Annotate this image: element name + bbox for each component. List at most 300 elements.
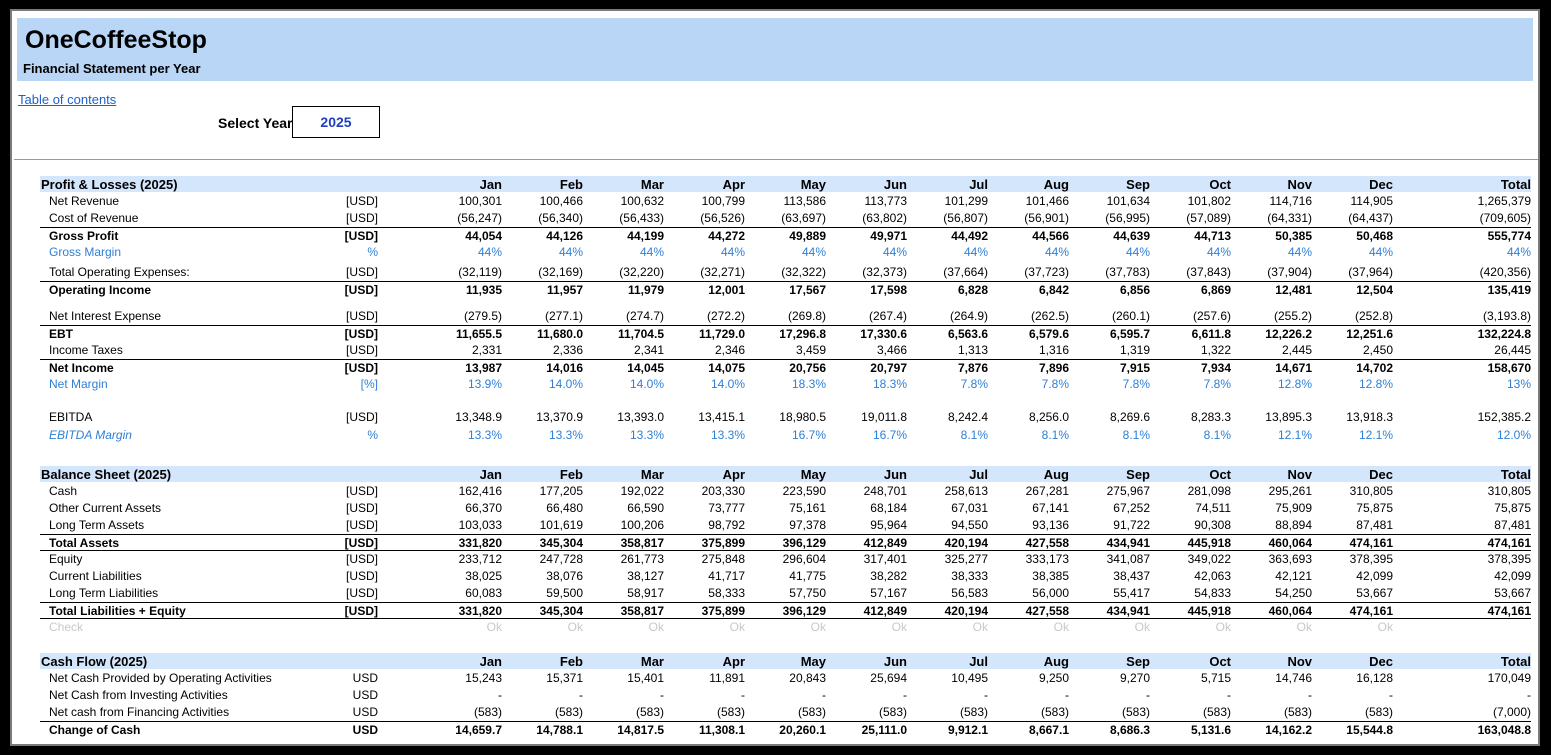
table-cell[interactable]: 100,301 xyxy=(458,194,502,208)
table-cell[interactable]: 396,129 xyxy=(782,536,826,550)
table-cell[interactable]: 87,481 xyxy=(1356,518,1393,532)
table-cell[interactable]: 44% xyxy=(801,245,826,259)
table-cell[interactable]: 8,686.3 xyxy=(1109,723,1150,737)
table-cell[interactable]: 378,395 xyxy=(1487,552,1531,566)
table-cell[interactable]: 1,265,379 xyxy=(1477,194,1531,208)
table-cell[interactable]: (37,904) xyxy=(1267,265,1312,279)
table-cell[interactable]: 7,896 xyxy=(1038,361,1069,375)
table-cell[interactable]: 267,281 xyxy=(1025,484,1069,498)
table-cell[interactable]: 44,199 xyxy=(627,229,664,243)
table-cell[interactable]: 41,717 xyxy=(708,569,745,583)
table-cell[interactable]: 152,385.2 xyxy=(1477,410,1531,424)
table-cell[interactable]: 44,492 xyxy=(951,229,988,243)
table-cell[interactable]: - xyxy=(903,688,907,702)
table-cell[interactable]: 1,322 xyxy=(1200,343,1231,357)
table-cell[interactable]: (56,340) xyxy=(538,211,583,225)
table-cell[interactable]: 14,016 xyxy=(546,361,583,375)
table-cell[interactable]: 275,967 xyxy=(1106,484,1150,498)
table-cell[interactable]: 66,480 xyxy=(546,501,583,515)
table-cell[interactable]: 100,466 xyxy=(539,194,583,208)
table-cell[interactable]: 38,127 xyxy=(627,569,664,583)
table-cell[interactable]: 5,715 xyxy=(1200,671,1231,685)
table-cell[interactable]: 44% xyxy=(1206,245,1231,259)
table-cell[interactable]: 54,250 xyxy=(1275,586,1312,600)
table-cell[interactable]: (583) xyxy=(635,705,664,719)
table-cell[interactable]: 7.8% xyxy=(1041,377,1069,391)
table-cell[interactable]: 44,713 xyxy=(1194,229,1231,243)
table-cell[interactable]: 474,161 xyxy=(1487,536,1531,550)
table-cell[interactable]: 17,567 xyxy=(789,283,826,297)
table-cell[interactable]: 44% xyxy=(1287,245,1312,259)
table-cell[interactable]: Ok xyxy=(1377,620,1393,634)
table-cell[interactable]: 233,712 xyxy=(458,552,502,566)
table-cell[interactable]: 445,918 xyxy=(1187,536,1231,550)
table-cell[interactable]: 14,746 xyxy=(1275,671,1312,685)
table-cell[interactable]: 341,087 xyxy=(1106,552,1150,566)
table-cell[interactable]: 20,756 xyxy=(789,361,826,375)
table-cell[interactable]: 75,161 xyxy=(789,501,826,515)
table-cell[interactable]: 49,971 xyxy=(870,229,907,243)
table-cell[interactable]: Ok xyxy=(810,620,826,634)
table-cell[interactable]: 74,511 xyxy=(1195,501,1231,515)
table-cell[interactable]: 12.8% xyxy=(1358,377,1393,391)
table-cell[interactable]: 20,843 xyxy=(789,671,826,685)
table-cell[interactable]: 8,667.1 xyxy=(1028,723,1069,737)
table-cell[interactable]: 18.3% xyxy=(872,377,907,391)
table-cell[interactable]: (32,220) xyxy=(619,265,664,279)
table-cell[interactable]: - xyxy=(660,688,664,702)
table-cell[interactable]: 412,849 xyxy=(863,536,907,550)
table-cell[interactable]: 6,828 xyxy=(957,283,988,297)
table-cell[interactable]: (37,723) xyxy=(1024,265,1069,279)
table-cell[interactable]: (32,322) xyxy=(781,265,826,279)
table-cell[interactable]: 14.0% xyxy=(710,377,745,391)
table-cell[interactable]: (279.5) xyxy=(463,309,502,323)
table-cell[interactable]: 7,876 xyxy=(957,361,988,375)
table-cell[interactable]: 8,283.3 xyxy=(1190,410,1231,424)
table-cell[interactable]: 87,481 xyxy=(1494,518,1531,532)
table-cell[interactable]: 12.1% xyxy=(1277,428,1312,442)
table-cell[interactable]: 44% xyxy=(1368,245,1393,259)
table-cell[interactable]: 7.8% xyxy=(1203,377,1231,391)
table-cell[interactable]: 20,260.1 xyxy=(779,723,826,737)
table-cell[interactable]: 60,083 xyxy=(465,586,502,600)
table-cell[interactable]: 16.7% xyxy=(791,428,826,442)
table-cell[interactable]: 2,331 xyxy=(471,343,502,357)
table-cell[interactable]: 67,031 xyxy=(951,501,988,515)
table-cell[interactable]: 261,773 xyxy=(620,552,664,566)
table-cell[interactable]: 14,671 xyxy=(1275,361,1312,375)
table-cell[interactable]: 13.3% xyxy=(629,428,664,442)
table-cell[interactable]: (56,433) xyxy=(619,211,664,225)
table-cell[interactable]: 44% xyxy=(1044,245,1069,259)
table-cell[interactable]: 396,129 xyxy=(782,604,826,618)
table-cell[interactable]: 58,333 xyxy=(708,586,745,600)
table-cell[interactable]: 94,550 xyxy=(951,518,988,532)
table-cell[interactable]: 6,856 xyxy=(1119,283,1150,297)
table-cell[interactable]: 57,750 xyxy=(789,586,826,600)
table-cell[interactable]: 7.8% xyxy=(960,377,988,391)
table-cell[interactable]: 11,729.0 xyxy=(698,327,745,341)
table-cell[interactable]: 275,848 xyxy=(701,552,745,566)
table-cell[interactable]: 12,504 xyxy=(1356,283,1393,297)
table-cell[interactable]: 13.3% xyxy=(467,428,502,442)
table-cell[interactable]: Ok xyxy=(648,620,664,634)
table-cell[interactable]: 44,054 xyxy=(465,229,502,243)
table-cell[interactable]: 66,590 xyxy=(627,501,664,515)
table-cell[interactable]: 100,206 xyxy=(620,518,664,532)
table-cell[interactable]: (56,995) xyxy=(1105,211,1150,225)
table-cell[interactable]: (583) xyxy=(1040,705,1069,719)
table-cell[interactable]: - xyxy=(984,688,988,702)
table-cell[interactable]: 10,495 xyxy=(951,671,988,685)
table-cell[interactable]: 8,242.4 xyxy=(947,410,988,424)
table-cell[interactable]: 295,261 xyxy=(1268,484,1312,498)
table-cell[interactable]: (277.1) xyxy=(544,309,583,323)
table-cell[interactable]: (257.6) xyxy=(1192,309,1231,323)
table-cell[interactable]: 2,346 xyxy=(714,343,745,357)
table-cell[interactable]: 14,702 xyxy=(1356,361,1393,375)
table-cell[interactable]: (583) xyxy=(959,705,988,719)
table-cell[interactable]: (583) xyxy=(716,705,745,719)
table-cell[interactable]: 88,894 xyxy=(1275,518,1312,532)
table-cell[interactable]: 420,194 xyxy=(944,604,988,618)
table-cell[interactable]: 1,316 xyxy=(1038,343,1069,357)
table-cell[interactable]: 38,282 xyxy=(870,569,907,583)
table-cell[interactable]: 358,817 xyxy=(620,604,664,618)
table-cell[interactable]: 101,619 xyxy=(539,518,583,532)
table-cell[interactable]: (267.4) xyxy=(868,309,907,323)
table-cell[interactable]: 19,011.8 xyxy=(861,410,907,424)
table-cell[interactable]: 101,634 xyxy=(1106,194,1150,208)
table-cell[interactable]: 44% xyxy=(963,245,988,259)
table-cell[interactable]: 170,049 xyxy=(1487,671,1531,685)
table-cell[interactable]: 14,817.5 xyxy=(617,723,664,737)
table-cell[interactable]: (63,802) xyxy=(862,211,907,225)
table-cell[interactable]: (583) xyxy=(1121,705,1150,719)
table-cell[interactable]: 474,161 xyxy=(1349,604,1393,618)
table-cell[interactable]: 101,802 xyxy=(1187,194,1231,208)
table-cell[interactable]: 44% xyxy=(558,245,583,259)
table-cell[interactable]: 13,370.9 xyxy=(536,410,583,424)
table-cell[interactable]: 14,788.1 xyxy=(536,723,583,737)
table-cell[interactable]: Ok xyxy=(1215,620,1231,634)
table-cell[interactable]: 38,076 xyxy=(546,569,583,583)
table-cell[interactable]: 158,670 xyxy=(1487,361,1531,375)
table-cell[interactable]: 75,909 xyxy=(1275,501,1312,515)
table-cell[interactable]: 13,918.3 xyxy=(1346,410,1393,424)
table-cell[interactable]: 11,308.1 xyxy=(698,723,745,737)
table-cell[interactable]: 11,655.5 xyxy=(455,327,502,341)
table-cell[interactable]: 13% xyxy=(1506,377,1531,391)
table-cell[interactable]: 17,330.6 xyxy=(860,327,907,341)
table-cell[interactable]: 97,378 xyxy=(789,518,826,532)
table-cell[interactable]: 6,611.8 xyxy=(1191,327,1231,341)
table-cell[interactable]: 2,450 xyxy=(1362,343,1393,357)
table-cell[interactable]: 6,842 xyxy=(1038,283,1069,297)
table-cell[interactable]: 162,416 xyxy=(458,484,502,498)
table-cell[interactable]: 68,184 xyxy=(870,501,907,515)
table-cell[interactable]: (64,437) xyxy=(1348,211,1393,225)
table-cell[interactable]: 7,934 xyxy=(1200,361,1231,375)
table-cell[interactable]: 13,895.3 xyxy=(1265,410,1312,424)
table-cell[interactable]: 135,419 xyxy=(1487,283,1531,297)
table-cell[interactable]: 474,161 xyxy=(1349,536,1393,550)
table-cell[interactable]: 16.7% xyxy=(872,428,907,442)
table-cell[interactable]: 42,063 xyxy=(1194,569,1231,583)
table-cell[interactable]: Ok xyxy=(1296,620,1312,634)
table-cell[interactable]: 5,131.6 xyxy=(1190,723,1231,737)
table-cell[interactable]: 59,500 xyxy=(546,586,583,600)
table-cell[interactable]: (37,783) xyxy=(1105,265,1150,279)
table-cell[interactable]: 310,805 xyxy=(1349,484,1393,498)
table-cell[interactable]: 349,022 xyxy=(1187,552,1231,566)
table-cell[interactable]: 11,704.5 xyxy=(617,327,664,341)
table-cell[interactable]: 1,319 xyxy=(1119,343,1150,357)
table-cell[interactable]: 98,792 xyxy=(708,518,745,532)
table-cell[interactable]: Ok xyxy=(486,620,502,634)
table-cell[interactable]: Ok xyxy=(972,620,988,634)
table-cell[interactable]: 14,075 xyxy=(708,361,745,375)
table-cell[interactable]: 56,000 xyxy=(1032,586,1069,600)
table-cell[interactable]: 66,370 xyxy=(465,501,502,515)
table-cell[interactable]: 93,136 xyxy=(1032,518,1069,532)
table-cell[interactable]: 132,224.8 xyxy=(1477,327,1531,341)
table-cell[interactable]: (56,247) xyxy=(457,211,502,225)
table-cell[interactable]: 44% xyxy=(477,245,502,259)
table-cell[interactable]: 13,415.1 xyxy=(698,410,745,424)
table-cell[interactable]: (255.2) xyxy=(1273,309,1312,323)
table-cell[interactable]: 114,716 xyxy=(1269,194,1312,208)
table-cell[interactable]: 54,833 xyxy=(1194,586,1231,600)
table-cell[interactable]: - xyxy=(1389,688,1393,702)
table-cell[interactable]: 555,774 xyxy=(1487,229,1531,243)
table-cell[interactable]: 7.8% xyxy=(1122,377,1150,391)
table-cell[interactable]: 12,481 xyxy=(1275,283,1312,297)
table-cell[interactable]: 333,173 xyxy=(1025,552,1069,566)
table-cell[interactable]: (260.1) xyxy=(1111,309,1150,323)
table-cell[interactable]: 58,917 xyxy=(627,586,664,600)
table-cell[interactable]: 310,805 xyxy=(1487,484,1531,498)
table-cell[interactable]: (274.7) xyxy=(625,309,664,323)
table-cell[interactable]: 331,820 xyxy=(458,604,502,618)
table-cell[interactable]: 100,799 xyxy=(701,194,745,208)
table-cell[interactable]: 67,141 xyxy=(1032,501,1069,515)
table-cell[interactable]: 91,722 xyxy=(1113,518,1150,532)
table-cell[interactable]: (420,356) xyxy=(1479,265,1531,279)
table-cell[interactable]: 8,256.0 xyxy=(1028,410,1069,424)
table-cell[interactable]: 296,604 xyxy=(782,552,826,566)
table-cell[interactable]: 248,701 xyxy=(863,484,907,498)
table-cell[interactable]: 12.0% xyxy=(1496,428,1531,442)
table-cell[interactable]: 50,468 xyxy=(1356,229,1393,243)
table-cell[interactable]: 100,632 xyxy=(620,194,664,208)
table-cell[interactable]: 101,299 xyxy=(944,194,988,208)
table-cell[interactable]: 2,445 xyxy=(1281,343,1312,357)
table-cell[interactable]: 16,128 xyxy=(1356,671,1393,685)
table-cell[interactable]: 44,126 xyxy=(546,229,583,243)
table-cell[interactable]: 44% xyxy=(1125,245,1150,259)
table-cell[interactable]: 12.1% xyxy=(1358,428,1393,442)
table-cell[interactable]: - xyxy=(1308,688,1312,702)
table-cell[interactable]: (583) xyxy=(1202,705,1231,719)
table-cell[interactable]: 420,194 xyxy=(944,536,988,550)
table-cell[interactable]: - xyxy=(579,688,583,702)
table-cell[interactable]: 427,558 xyxy=(1025,604,1069,618)
table-cell[interactable]: 12,251.6 xyxy=(1346,327,1393,341)
table-cell[interactable]: 15,243 xyxy=(465,671,502,685)
table-cell[interactable]: 11,680.0 xyxy=(536,327,583,341)
table-cell[interactable]: (37,664) xyxy=(943,265,988,279)
table-cell[interactable]: 2,336 xyxy=(552,343,583,357)
table-cell[interactable]: 6,595.7 xyxy=(1109,327,1150,341)
table-cell[interactable]: 44% xyxy=(720,245,745,259)
table-cell[interactable]: 325,277 xyxy=(944,552,988,566)
table-cell[interactable]: 6,869 xyxy=(1200,283,1231,297)
table-cell[interactable]: 42,121 xyxy=(1275,569,1312,583)
table-cell[interactable]: 13.3% xyxy=(710,428,745,442)
table-cell[interactable]: 331,820 xyxy=(458,536,502,550)
table-cell[interactable]: 203,330 xyxy=(701,484,745,498)
table-cell[interactable]: 44% xyxy=(1506,245,1531,259)
table-cell[interactable]: 55,417 xyxy=(1113,586,1150,600)
table-cell[interactable]: 427,558 xyxy=(1025,536,1069,550)
table-cell[interactable]: 25,694 xyxy=(870,671,907,685)
table-cell[interactable]: - xyxy=(1146,688,1150,702)
table-cell[interactable]: 9,270 xyxy=(1119,671,1150,685)
table-cell[interactable]: 15,544.8 xyxy=(1346,723,1393,737)
table-cell[interactable]: (583) xyxy=(554,705,583,719)
table-cell[interactable]: 345,304 xyxy=(539,604,583,618)
table-cell[interactable]: (37,964) xyxy=(1348,265,1393,279)
table-cell[interactable]: 13,348.9 xyxy=(455,410,502,424)
table-cell[interactable]: 14,045 xyxy=(627,361,664,375)
table-cell[interactable]: Ok xyxy=(729,620,745,634)
table-cell[interactable]: (3,193.8) xyxy=(1482,309,1531,323)
table-cell[interactable]: Ok xyxy=(1053,620,1069,634)
table-cell[interactable]: 474,161 xyxy=(1487,604,1531,618)
table-cell[interactable]: 9,250 xyxy=(1038,671,1069,685)
table-cell[interactable]: 6,579.6 xyxy=(1028,327,1069,341)
table-cell[interactable]: 258,613 xyxy=(944,484,988,498)
table-cell[interactable]: 20,797 xyxy=(870,361,907,375)
table-cell[interactable]: 38,025 xyxy=(465,569,502,583)
table-cell[interactable]: 14.0% xyxy=(629,377,664,391)
table-cell[interactable]: 53,667 xyxy=(1356,586,1393,600)
table-cell[interactable]: Ok xyxy=(567,620,583,634)
table-cell[interactable]: 345,304 xyxy=(539,536,583,550)
table-cell[interactable]: 14,659.7 xyxy=(455,723,502,737)
table-cell[interactable]: 8.1% xyxy=(960,428,988,442)
table-cell[interactable]: 101,466 xyxy=(1025,194,1069,208)
table-cell[interactable]: 8.1% xyxy=(1122,428,1150,442)
table-cell[interactable]: 53,667 xyxy=(1494,586,1531,600)
table-cell[interactable]: 13.9% xyxy=(467,377,502,391)
table-cell[interactable]: (583) xyxy=(1283,705,1312,719)
table-cell[interactable]: (56,901) xyxy=(1024,211,1069,225)
table-cell[interactable]: 103,033 xyxy=(458,518,502,532)
table-cell[interactable]: 13.3% xyxy=(548,428,583,442)
table-cell[interactable]: (262.5) xyxy=(1030,309,1069,323)
table-cell[interactable]: 113,773 xyxy=(864,194,907,208)
table-cell[interactable]: 434,941 xyxy=(1106,536,1150,550)
table-cell[interactable]: 14.0% xyxy=(548,377,583,391)
table-cell[interactable]: 17,296.8 xyxy=(779,327,826,341)
table-cell[interactable]: 378,395 xyxy=(1349,552,1393,566)
table-cell[interactable]: 41,775 xyxy=(789,569,826,583)
table-cell[interactable]: (56,807) xyxy=(943,211,988,225)
table-cell[interactable]: 363,693 xyxy=(1268,552,1312,566)
table-cell[interactable]: 15,371 xyxy=(546,671,583,685)
table-cell[interactable]: (7,000) xyxy=(1492,705,1531,719)
table-cell[interactable]: (252.8) xyxy=(1354,309,1393,323)
table-cell[interactable]: (37,843) xyxy=(1186,265,1231,279)
table-cell[interactable]: (63,697) xyxy=(781,211,826,225)
table-cell[interactable]: 57,167 xyxy=(870,586,907,600)
table-cell[interactable]: 56,583 xyxy=(951,586,988,600)
table-cell[interactable]: 18,980.5 xyxy=(779,410,826,424)
table-cell[interactable]: 44% xyxy=(639,245,664,259)
table-cell[interactable]: 38,333 xyxy=(951,569,988,583)
table-cell[interactable]: 247,728 xyxy=(539,552,583,566)
table-cell[interactable]: 26,445 xyxy=(1494,343,1531,357)
year-select-cell[interactable]: 2025 xyxy=(292,106,380,138)
table-cell[interactable]: 44,639 xyxy=(1113,229,1150,243)
table-cell[interactable]: 42,099 xyxy=(1356,569,1393,583)
table-cell[interactable]: 445,918 xyxy=(1187,604,1231,618)
table-cell[interactable]: 2,341 xyxy=(633,343,664,357)
table-cell[interactable]: 25,111.0 xyxy=(861,723,907,737)
table-cell[interactable]: 11,891 xyxy=(709,671,745,685)
table-cell[interactable]: (583) xyxy=(1364,705,1393,719)
table-cell[interactable]: 44% xyxy=(882,245,907,259)
table-cell[interactable]: 1,313 xyxy=(957,343,988,357)
table-cell[interactable]: 6,563.6 xyxy=(947,327,988,341)
table-cell[interactable]: - xyxy=(1065,688,1069,702)
table-cell[interactable]: 75,875 xyxy=(1494,501,1531,515)
table-cell[interactable]: 113,586 xyxy=(783,194,826,208)
table-cell[interactable]: 223,590 xyxy=(782,484,826,498)
table-cell[interactable]: 412,849 xyxy=(863,604,907,618)
table-cell[interactable]: - xyxy=(822,688,826,702)
table-cell[interactable]: 11,957 xyxy=(546,283,583,297)
table-cell[interactable]: 460,064 xyxy=(1268,536,1312,550)
table-cell[interactable]: - xyxy=(498,688,502,702)
table-cell[interactable]: 13,987 xyxy=(465,361,502,375)
table-cell[interactable]: 12,001 xyxy=(708,283,745,297)
table-cell[interactable]: 11,979 xyxy=(627,283,664,297)
table-cell[interactable]: 49,889 xyxy=(789,229,826,243)
table-cell[interactable]: 17,598 xyxy=(870,283,907,297)
table-cell[interactable]: (57,089) xyxy=(1186,211,1231,225)
table-cell[interactable]: 163,048.8 xyxy=(1477,723,1531,737)
table-cell[interactable]: 15,401 xyxy=(627,671,664,685)
table-cell[interactable]: - xyxy=(1227,688,1231,702)
table-cell[interactable]: 42,099 xyxy=(1494,569,1531,583)
table-cell[interactable]: 44,272 xyxy=(708,229,745,243)
table-cell[interactable]: 192,022 xyxy=(620,484,664,498)
table-cell[interactable]: Ok xyxy=(1134,620,1150,634)
table-cell[interactable]: 281,098 xyxy=(1187,484,1231,498)
table-cell[interactable]: 75,875 xyxy=(1356,501,1393,515)
table-cell[interactable]: 375,899 xyxy=(701,536,745,550)
table-cell[interactable]: 114,905 xyxy=(1350,194,1393,208)
table-cell[interactable]: 8.1% xyxy=(1203,428,1231,442)
table-cell[interactable]: 8,269.6 xyxy=(1109,410,1150,424)
table-cell[interactable]: (56,526) xyxy=(700,211,745,225)
table-cell[interactable]: 73,777 xyxy=(708,501,745,515)
table-cell[interactable]: (32,119) xyxy=(458,265,502,279)
